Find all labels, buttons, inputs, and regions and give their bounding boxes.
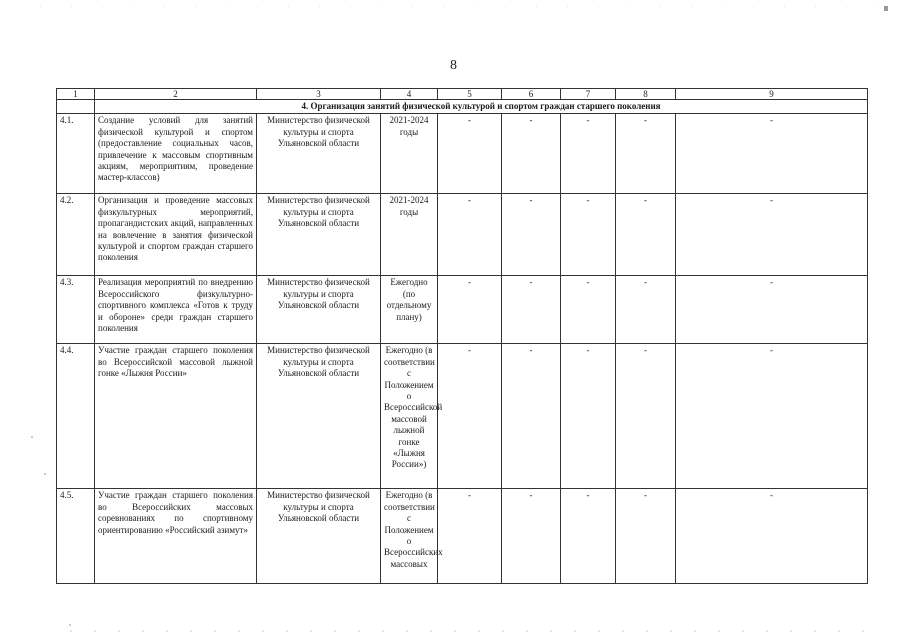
table-row: [57, 114, 868, 194]
cell-col-8: -: [616, 276, 676, 344]
header-col-2: 2: [95, 89, 257, 100]
table-row: [57, 344, 868, 489]
activity-name: Организация и проведение массовых физкультурных мероприятий, пропагандистских акций, направленных на вовлечение в занятия физической культурой и спортом граждан старшего поколения: [95, 194, 257, 276]
header-col-7: 7: [561, 89, 616, 100]
header-col-6: 6: [502, 89, 561, 100]
cell-col-8: -: [616, 194, 676, 276]
row-number: 4.4.: [57, 344, 95, 489]
header-col-5: 5: [438, 89, 502, 100]
section-title-row: [57, 100, 868, 114]
cell-col-9: -: [676, 194, 868, 276]
cell-col-5: -: [438, 344, 502, 489]
cell-col-9: -: [676, 489, 868, 584]
table-row: [57, 194, 868, 276]
cell-col-7: -: [561, 489, 616, 584]
executor: Министерство физической культуры и спорта Ульяновской области: [257, 276, 381, 344]
row-number: 4.5.: [57, 489, 95, 584]
cell-col-8: -: [616, 114, 676, 194]
term: Ежегодно (по отдельному плану): [381, 276, 438, 344]
activity-name: Создание условий для занятий физической культурой и спортом (предоставление социальных часов, привлечение к массовым спортивным акциям, мероприятиям, проведение мастер-классов): [95, 114, 257, 194]
header-row: [57, 89, 868, 100]
cell-col-6: -: [502, 489, 561, 584]
executor: Министерство физической культуры и спорта Ульяновской области: [257, 194, 381, 276]
row-number: 4.3.: [57, 276, 95, 344]
activity-name: Участие граждан старшего поколения во Всероссийской массовой лыжной гонке «Лыжня России»: [95, 344, 257, 489]
page-number: 8: [450, 58, 457, 73]
activity-name: Участие граждан старшего поколения во Всероссийских массовых соревнованиях по спортивному ориентированию «Российский азимут»: [95, 489, 257, 584]
header-col-1: 1: [57, 89, 95, 100]
cell-col-7: -: [561, 276, 616, 344]
activities-table: [56, 88, 868, 584]
row-number: 4.1.: [57, 114, 95, 194]
cell-col-7: -: [561, 194, 616, 276]
term: 2021-2024 годы: [381, 114, 438, 194]
table-row: [57, 489, 868, 584]
executor: Министерство физической культуры и спорта Ульяновской области: [257, 344, 381, 489]
table-row: [57, 276, 868, 344]
cell-col-6: -: [502, 114, 561, 194]
section-title-spacer: [57, 100, 95, 114]
term: 2021-2024 годы: [381, 194, 438, 276]
executor: Министерство физической культуры и спорта Ульяновской области: [257, 489, 381, 584]
section-title: 4. Организация занятий физической культурой и спортом граждан старшего поколения: [95, 100, 868, 114]
cell-col-5: -: [438, 276, 502, 344]
header-col-4: 4: [381, 89, 438, 100]
header-col-9: 9: [676, 89, 868, 100]
cell-col-7: -: [561, 114, 616, 194]
header-col-3: 3: [257, 89, 381, 100]
cell-col-9: -: [676, 114, 868, 194]
row-number: 4.2.: [57, 194, 95, 276]
cell-col-6: -: [502, 344, 561, 489]
cell-col-5: -: [438, 194, 502, 276]
cell-col-9: -: [676, 344, 868, 489]
term: Ежегодно (в соответствии с Положением о Всероссийской массовой лыжной гонке «Лыжня России»): [381, 344, 438, 489]
header-col-8: 8: [616, 89, 676, 100]
cell-col-5: -: [438, 114, 502, 194]
activity-name: Реализация мероприятий по внедрению Всероссийского физкультурно-спортивного комплекса «Готов к труду и обороне» среди граждан старшего поколения: [95, 276, 257, 344]
term: Ежегодно (в соответствии с Положением о Всероссийских массовых: [381, 489, 438, 584]
cell-col-8: -: [616, 489, 676, 584]
cell-col-6: -: [502, 194, 561, 276]
cell-col-7: -: [561, 344, 616, 489]
cell-col-9: -: [676, 276, 868, 344]
cell-col-5: -: [438, 489, 502, 584]
cell-col-6: -: [502, 276, 561, 344]
cell-col-8: -: [616, 344, 676, 489]
executor: Министерство физической культуры и спорта Ульяновской области: [257, 114, 381, 194]
